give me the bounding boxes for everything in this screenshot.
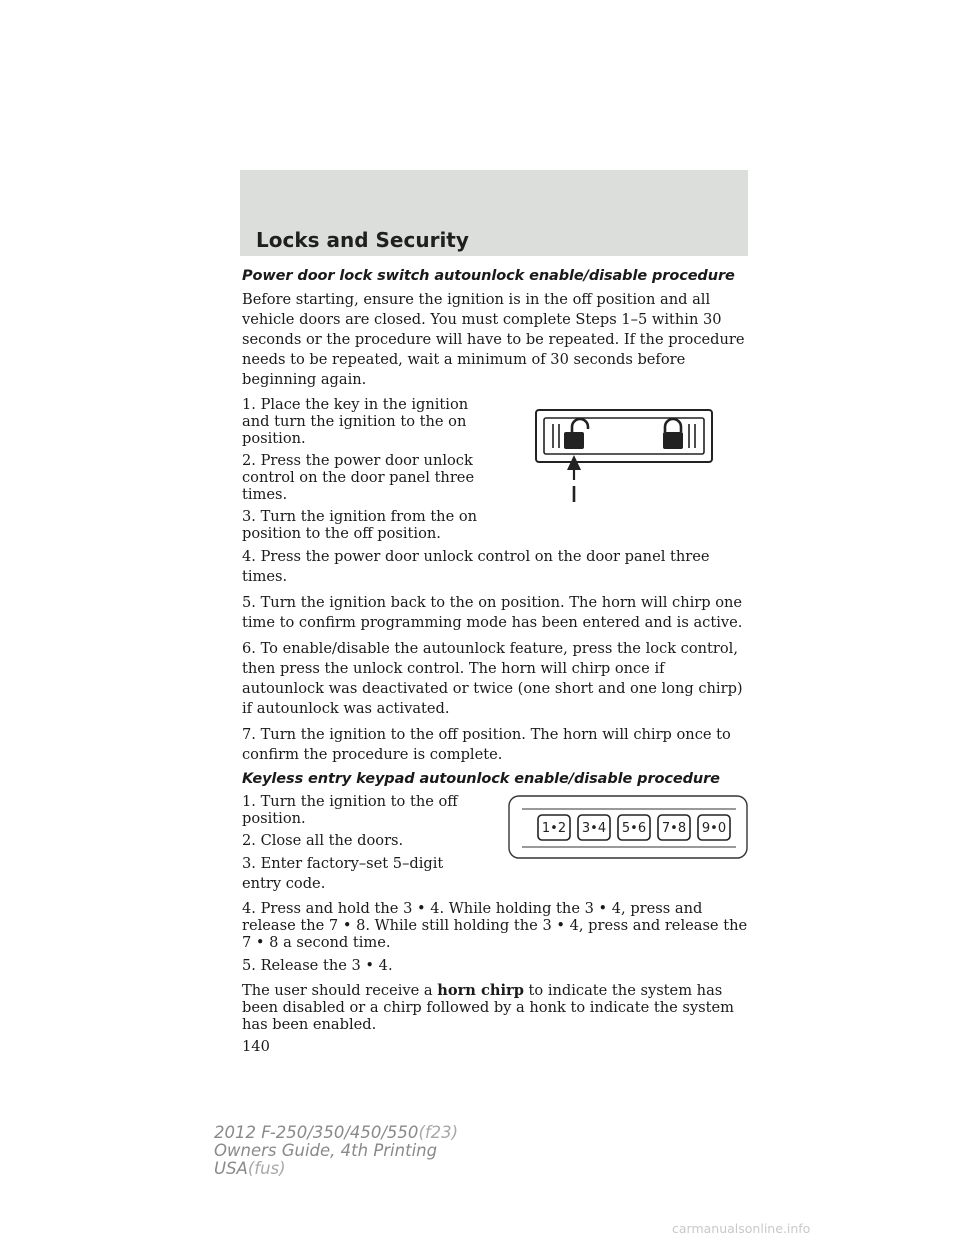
keypad-key-3-4: 3•4 [581,821,607,836]
s1-step-4: 4. Press the power door unlock control on the door panel three times. [242,548,710,585]
footer-model-code: (f23) [418,1123,459,1142]
section1-intro: Before starting, ensure the ignition is in the off position and all vehicle doors are closed. You must complete Steps 1–5 within 30 seconds or the procedure will have to be repeated. If the procedure needs to be repeated, wait a minimum of 30 seconds before beginning again. [242,291,745,388]
footer-model: 2012 F-250/350/450/550 [214,1123,419,1142]
section2-steps-with-figure [242,793,748,900]
horn-chirp-term: horn chirp [437,982,524,999]
s1-step-1: 1. Place the key in the ignition and turn the ignition to the on position. [242,396,469,447]
s1-step-7: 7. Turn the ignition to the off position. The horn will chirp once to confirm the procedure is complete. [242,726,731,763]
s1-step-5: 5. Turn the ignition back to the on position. The horn will chirp one time to confirm programming mode has been entered and is active. [242,594,743,631]
keyless-keypad-illustration [508,795,748,859]
door-lock-switch-illustration [534,408,714,508]
page-content [242,268,748,1055]
section2-title: Keyless entry keypad autounlock enable/disable procedure [242,771,720,787]
keypad-key-7-8: 7•8 [661,821,687,836]
keypad-key-5-6: 5•6 [621,821,647,836]
section1-title: Power door lock switch autounlock enable/disable procedure [242,268,735,284]
s2-step-2: 2. Close all the doors. [242,832,404,849]
section-header [240,170,748,256]
s1-step-2: 2. Press the power door unlock control on the door panel three times. [242,452,475,503]
lock-icon [663,419,683,449]
section1-steps-with-figure [242,396,748,547]
unlock-icon [564,419,588,449]
watermark: carmanualsonline.info [672,1221,811,1236]
s2-step-3: 3. Enter factory–set 5–digit entry code. [242,855,444,892]
s2-step-4: 4. Press and hold the 3 • 4. While holding the 3 • 4, press and release the 7 • 8. While still holding the 3 • 4, press and release the 7 • 8 a second time. [242,900,748,951]
section2-closing: The user should receive a horn chirp to indicate the system has been disabled or a chirp followed by a honk to indicate the system has been enabled. [242,982,734,1033]
keypad-key-1-2: 1•2 [541,821,567,836]
document-footer [214,1124,458,1178]
footer-market-code: (fus) [247,1159,286,1178]
keypad-key-9-0: 9•0 [701,821,727,836]
page-number: 140 [242,1038,270,1055]
s2-step-5: 5. Release the 3 • 4. [242,957,393,974]
header-title: Locks and Security [256,228,469,252]
s1-step-6: 6. To enable/disable the autounlock feature, press the lock control, then press the unlock control. The horn will chirp once if autounlock was deactivated or twice (one short and one long chirp) if autounlock was activated. [242,640,743,717]
s1-step-3: 3. Turn the ignition from the on position to the off position. [242,508,478,542]
footer-printing: Owners Guide, 4th Printing [214,1141,438,1160]
s2-step-1: 1. Turn the ignition to the off position. [242,793,458,827]
footer-market: USA [214,1159,248,1178]
